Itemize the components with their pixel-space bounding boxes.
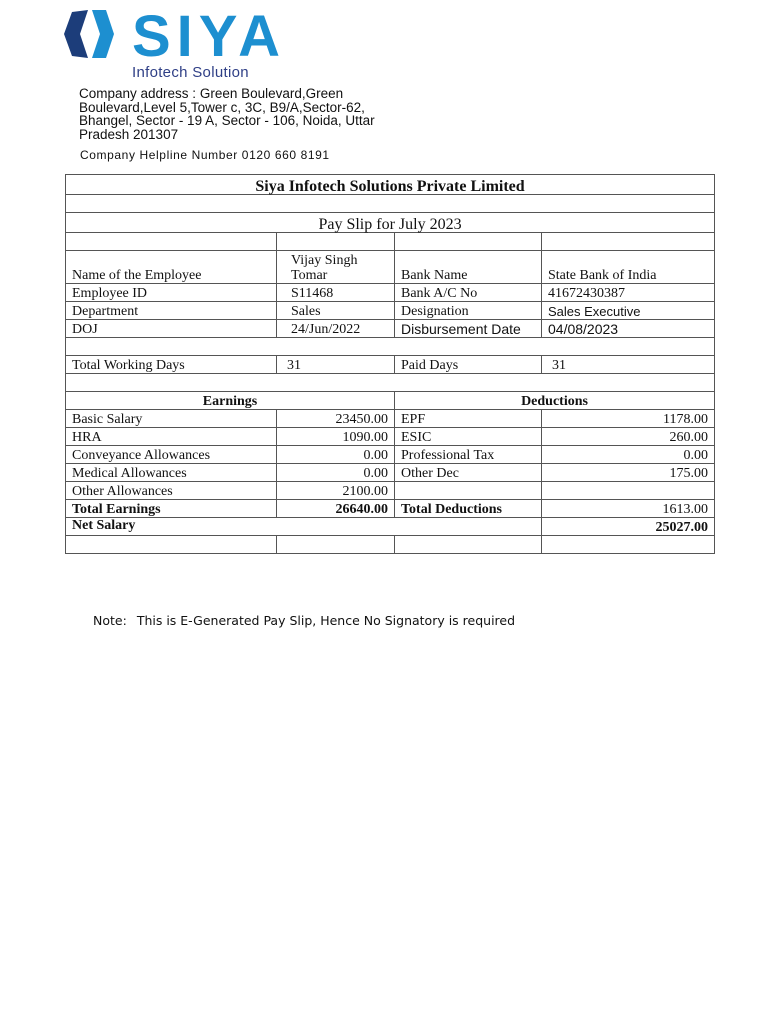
company-logo <box>62 4 332 84</box>
earning-label: HRA <box>66 428 277 446</box>
title-row <box>66 213 715 233</box>
designation-label: Designation <box>395 302 542 320</box>
employee-id-value: S11468 <box>277 284 395 302</box>
bank-name-label: Bank Name <box>395 251 542 284</box>
deduction-label: EPF <box>395 410 542 428</box>
doj-row <box>66 320 715 338</box>
pay-line-row <box>66 464 715 482</box>
bank-account-label: Bank A/C No <box>395 284 542 302</box>
pay-line-row <box>66 446 715 464</box>
deductions-header: Deductions <box>395 392 715 410</box>
doj-value: 24/Jun/2022 <box>277 320 395 338</box>
paid-days-value: 31 <box>542 356 715 374</box>
logo-tagline <box>132 64 249 81</box>
blank-row <box>66 233 715 251</box>
total-earnings-label: Total Earnings <box>66 500 277 518</box>
company-name: Siya Infotech Solutions Private Limited <box>66 175 715 195</box>
deduction-amount: 260.00 <box>542 428 715 446</box>
earning-amount: 2100.00 <box>277 482 395 500</box>
bank-name-value: State Bank of India <box>542 251 715 284</box>
company-name-row <box>66 175 715 195</box>
deduction-label: ESIC <box>395 428 542 446</box>
deduction-amount: 0.00 <box>542 446 715 464</box>
company-address <box>79 87 399 141</box>
total-deductions-label: Total Deductions <box>395 500 542 518</box>
department-row <box>66 302 715 320</box>
net-salary-row <box>66 518 715 536</box>
pay-slip-title: Pay Slip for July 2023 <box>66 213 715 233</box>
disbursement-date-label: Disbursement Date <box>395 320 542 338</box>
note-label: Note: <box>93 613 127 628</box>
logo-name: SIYA <box>132 4 287 69</box>
earning-label: Conveyance Allowances <box>66 446 277 464</box>
department-value: Sales <box>277 302 395 320</box>
totals-row <box>66 500 715 518</box>
address-text: Green Boulevard,Green Boulevard,Level 5,Tower c, 3C, B9/A,Sector-62, Bhangel, Sector - 19 A, Sector - 106, Noida, Uttar Pradesh 201307 <box>79 86 375 142</box>
section-header-row <box>66 392 715 410</box>
employee-name-row <box>66 251 715 284</box>
footer-note <box>93 613 515 628</box>
deduction-label: Professional Tax <box>395 446 542 464</box>
employee-name-value: Vijay Singh Tomar <box>277 251 395 284</box>
net-salary-label: Net Salary <box>66 518 542 536</box>
blank-row <box>66 374 715 392</box>
blank-row <box>66 338 715 356</box>
pay-line-row <box>66 482 715 500</box>
earning-amount: 0.00 <box>277 446 395 464</box>
days-row <box>66 356 715 374</box>
earning-amount: 0.00 <box>277 464 395 482</box>
pay-line-row <box>66 410 715 428</box>
blank-row <box>66 195 715 213</box>
logo-mark-icon <box>62 8 122 60</box>
net-salary-value: 25027.00 <box>542 518 715 536</box>
disbursement-date-value: 04/08/2023 <box>542 320 715 338</box>
company-helpline: Company Helpline Number 0120 660 8191 <box>80 148 330 162</box>
doj-label: DOJ <box>66 320 277 338</box>
paid-days-label: Paid Days <box>395 356 542 374</box>
earning-amount: 1090.00 <box>277 428 395 446</box>
bank-account-value: 41672430387 <box>542 284 715 302</box>
department-label: Department <box>66 302 277 320</box>
deduction-amount: 1178.00 <box>542 410 715 428</box>
working-days-label: Total Working Days <box>66 356 277 374</box>
earnings-header: Earnings <box>66 392 395 410</box>
earning-label: Basic Salary <box>66 410 277 428</box>
deduction-label: Other Dec <box>395 464 542 482</box>
total-earnings-value: 26640.00 <box>277 500 395 518</box>
pay-slip-table <box>65 174 715 554</box>
working-days-value: 31 <box>277 356 395 374</box>
deduction-amount: 175.00 <box>542 464 715 482</box>
earning-label: Medical Allowances <box>66 464 277 482</box>
designation-value: Sales Executive <box>542 302 715 320</box>
earning-amount: 23450.00 <box>277 410 395 428</box>
logo-tagline-part2: Solution <box>192 64 249 81</box>
employee-name-label: Name of the Employee <box>66 251 277 284</box>
employee-id-label: Employee ID <box>66 284 277 302</box>
total-deductions-value: 1613.00 <box>542 500 715 518</box>
logo-tagline-part1: Infotech <box>132 64 188 81</box>
pay-line-row <box>66 428 715 446</box>
note-text: This is E-Generated Pay Slip, Hence No Signatory is required <box>136 613 516 628</box>
employee-id-row <box>66 284 715 302</box>
earning-label: Other Allowances <box>66 482 277 500</box>
address-label: Company address : <box>79 86 197 101</box>
blank-row <box>66 536 715 554</box>
